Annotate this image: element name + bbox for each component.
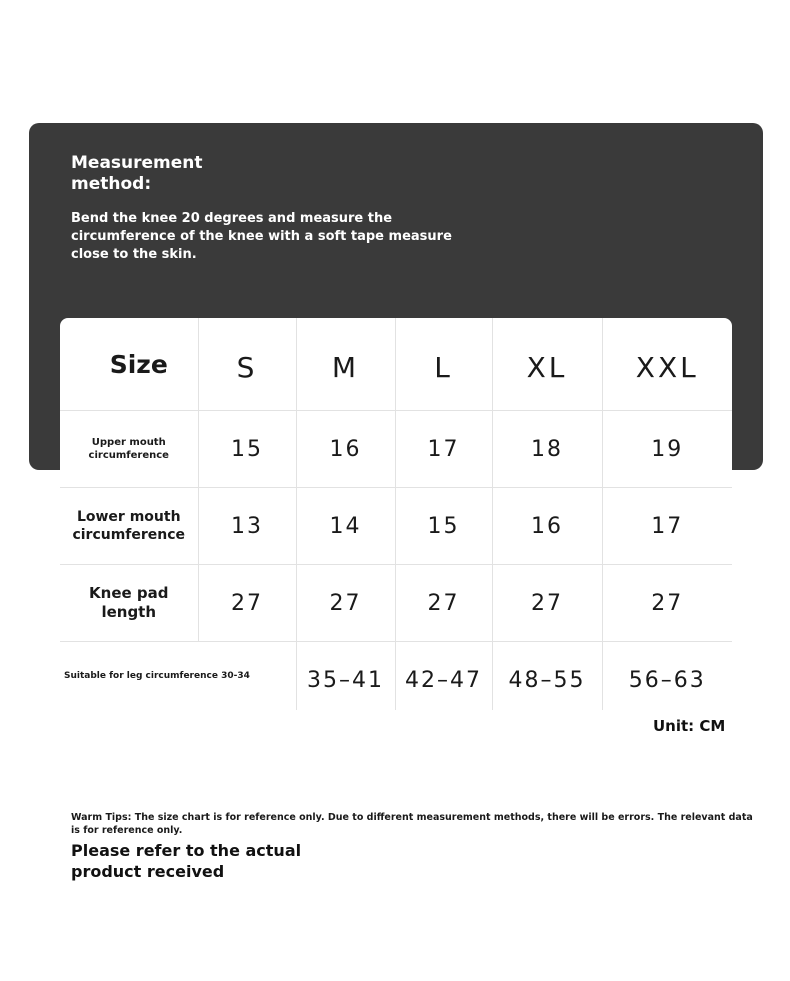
- table-cell: 17: [602, 488, 732, 565]
- table-cell: 16: [492, 488, 602, 565]
- table-cell: 27: [492, 565, 602, 642]
- size-header-s: S: [198, 318, 296, 411]
- table-cell: 15: [198, 411, 296, 488]
- method-description: Bend the knee 20 degrees and measure the circumference of the knee with a soft tape measure close to the skin.: [71, 211, 452, 262]
- table-cell: 27: [198, 565, 296, 642]
- table-cell: 42–47: [395, 642, 492, 711]
- row-label-leg-circumference: [60, 642, 296, 711]
- table-cell: 27: [602, 565, 732, 642]
- table-row: [60, 411, 732, 488]
- row-label-knee-pad-length: Knee pad length: [60, 565, 198, 642]
- table-cell: 18: [492, 411, 602, 488]
- table-cell: 17: [395, 411, 492, 488]
- size-header-label: Size: [60, 318, 198, 411]
- refer-note: Please refer to the actual product received: [71, 841, 302, 881]
- table-cell: 15: [395, 488, 492, 565]
- row-label-upper-mouth: Upper mouth circumference: [60, 411, 198, 488]
- size-header-xl: XL: [492, 318, 602, 411]
- size-header-m: M: [296, 318, 395, 411]
- size-chart: [60, 318, 732, 710]
- table-header-row: [60, 318, 732, 411]
- table-row: [60, 642, 732, 711]
- unit-label: Unit: CM: [653, 717, 726, 735]
- size-header-l: L: [395, 318, 492, 411]
- leg-circumference-text: Suitable for leg circumference 30-34: [64, 671, 250, 681]
- table-cell: 27: [395, 565, 492, 642]
- size-table: [60, 318, 732, 710]
- size-header-xxl: XXL: [602, 318, 732, 411]
- table-cell: 16: [296, 411, 395, 488]
- table-cell: 14: [296, 488, 395, 565]
- table-cell: 13: [198, 488, 296, 565]
- table-cell: 27: [296, 565, 395, 642]
- table-row: [60, 488, 732, 565]
- table-cell: 48–55: [492, 642, 602, 711]
- warm-tips: Warm Tips: The size chart is for reference only. Due to different measurement methods, there will be errors. The relevant data is for reference only.: [71, 812, 753, 836]
- method-heading: Measurement method:: [71, 153, 203, 194]
- row-label-lower-mouth: Lower mouth circumference: [60, 488, 198, 565]
- table-cell: 19: [602, 411, 732, 488]
- table-row: [60, 565, 732, 642]
- table-cell: 35–41: [296, 642, 395, 711]
- table-cell: 56–63: [602, 642, 732, 711]
